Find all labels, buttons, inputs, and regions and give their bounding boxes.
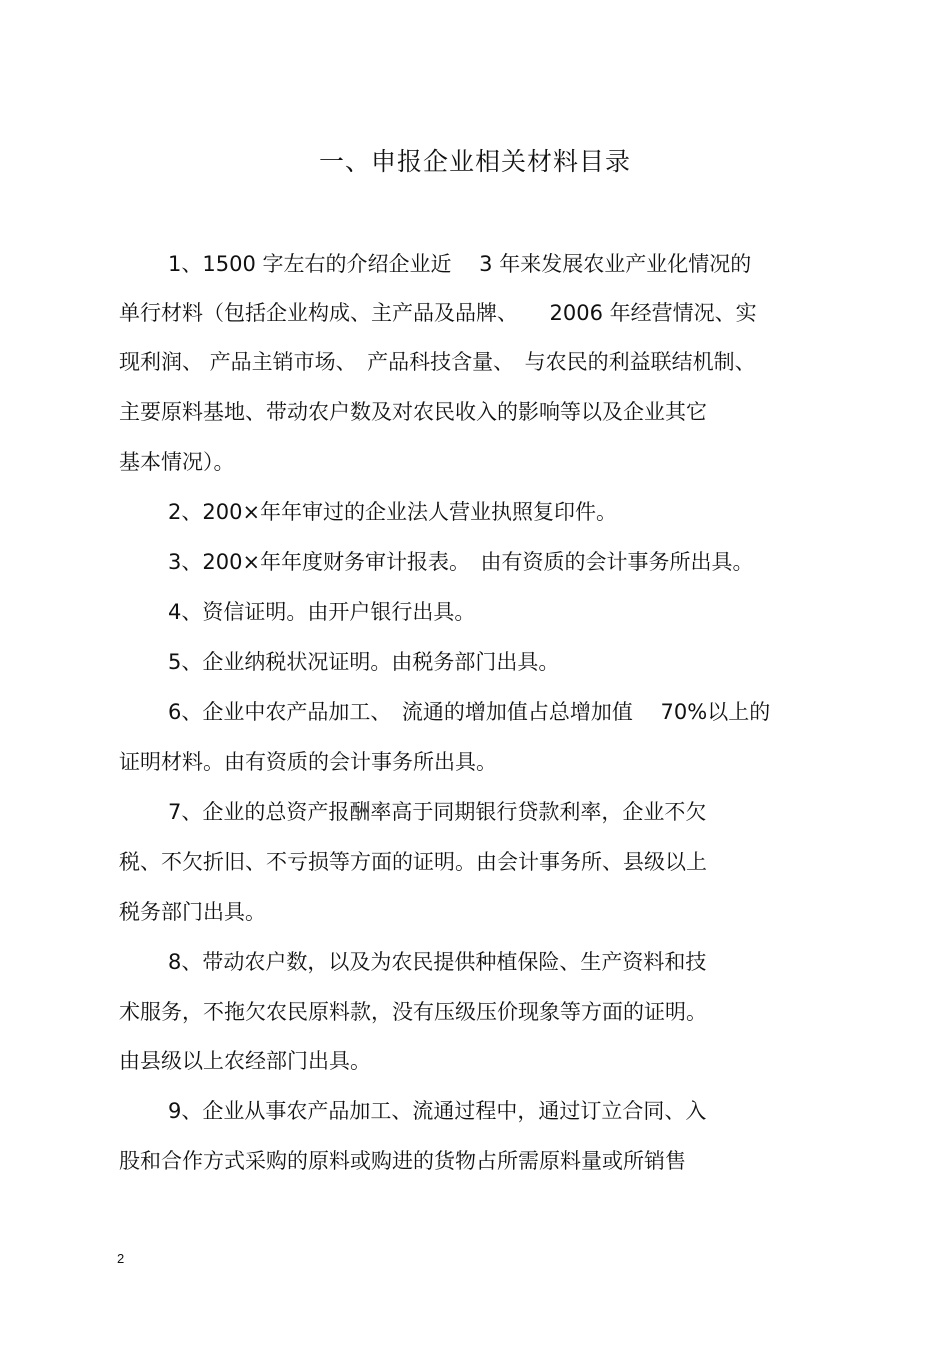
text-line-12: 7、企业的总资产报酬率高于同期银行贷款利率，企业不欠 bbox=[168, 800, 707, 824]
text-line-18: 9、企业从事农产品加工、流通过程中，通过订立合同、入 bbox=[168, 1099, 707, 1123]
text-line-13: 税、不欠折旧、不亏损等方面的证明。由会计事务所、县级以上 bbox=[119, 850, 707, 874]
text-line-6: 2、200×年年审过的企业法人营业执照复印件。 bbox=[168, 500, 618, 524]
text-line-15: 8、带动农户数，以及为农民提供种植保险、生产资料和技 bbox=[168, 950, 707, 974]
text-line-9: 5、企业纳税状况证明。由税务部门出具。 bbox=[168, 650, 560, 674]
text-line-16: 术服务，不拖欠农民原料款，没有压级压价现象等方面的证明。 bbox=[119, 1000, 707, 1024]
text-line-17: 由县级以上农经部门出具。 bbox=[119, 1049, 371, 1073]
text-line-11: 证明材料。由有资质的会计事务所出具。 bbox=[119, 750, 497, 774]
page-number: 2 bbox=[117, 1251, 125, 1266]
text-line-3: 现利润、 产品主销市场、 产品科技含量、 与农民的利益联结机制、 bbox=[119, 350, 756, 374]
text-line-7: 3、200×年年度财务审计报表。 由有资质的会计事务所出具。 bbox=[168, 550, 754, 574]
text-line-1: 1、1500 字左右的介绍企业近 3 年来发展农业产业化情况的 bbox=[168, 252, 752, 276]
text-line-5: 基本情况）。 bbox=[119, 450, 235, 474]
page-title: 一、申报企业相关材料目录 bbox=[318, 147, 631, 176]
text-line-14: 税务部门出具。 bbox=[119, 900, 266, 924]
text-line-10: 6、企业中农产品加工、 流通的增加值占总增加值 70%以上的 bbox=[168, 700, 771, 724]
text-line-2: 单行材料（包括企业构成、主产品及品牌、 2006 年经营情况、实 bbox=[119, 301, 757, 325]
text-line-19: 股和合作方式采购的原料或购进的货物占所需原料量或所销售 bbox=[119, 1149, 686, 1173]
text-line-4: 主要原料基地、带动农户数及对农民收入的影响等以及企业其它 bbox=[119, 400, 707, 424]
text-line-8: 4、资信证明。由开户银行出具。 bbox=[168, 600, 476, 624]
